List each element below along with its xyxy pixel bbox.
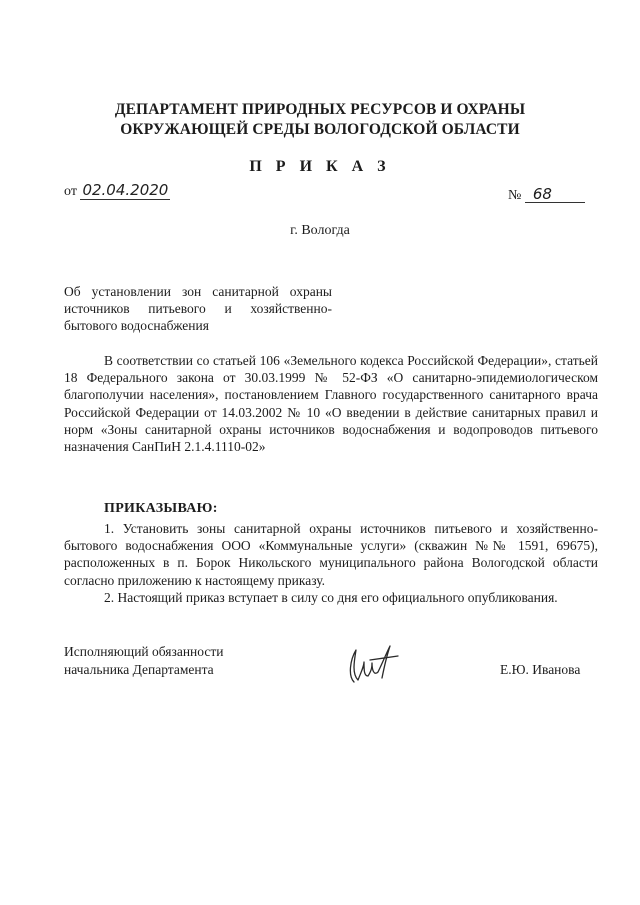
position-line-2: начальника Департамента <box>64 662 214 677</box>
department-line-2: ОКРУЖАЮЩЕЙ СРЕДЫ ВОЛОГОДСКОЙ ОБЛАСТИ <box>120 121 520 138</box>
preamble-paragraph: В соответствии со статьей 106 «Земельного кодекса Российской Федерации», статьей 18 Федерального закона от 30.03.1999 № 52-ФЗ «О санитарно-эпидемиологическом благополучии населения», постановлением Главного государственного санитарного врача Российской Федерации от 14.03.2002 № 10 «О введении в действие санитарных правил и норм «Зоны санитарной охраны источников водоснабжения и водопроводов питьевого назначения СанПиН 2.1.4.1110-02» <box>64 353 598 455</box>
order-item-2: 2. Настоящий приказ вступает в силу со дня его официального опубликования. <box>104 589 558 605</box>
date-value: 02.04.2020 <box>80 181 170 200</box>
order-date <box>64 181 170 200</box>
department-name <box>60 100 580 140</box>
number-value: 68 <box>525 186 585 203</box>
order-item-1: 1. Установить зоны санитарной охраны источников питьевого и хозяйственно-бытового водоснабжения ООО «Коммунальные услуги» (скважин №№ 1591, 69675), расположенных в п. Борок Никольского муниципального района Вологодской области согласно приложению к настоящему приказу. <box>64 521 598 588</box>
date-prefix: от <box>64 184 77 199</box>
number-prefix: № <box>508 188 522 203</box>
order-items <box>64 520 598 606</box>
order-number <box>508 186 585 204</box>
order-subject: Об установлении зон санитарной охраны источников питьевого и хозяйственно-бытового водоснабжения <box>64 284 332 333</box>
order-title: П Р И К А З <box>249 158 391 175</box>
handwritten-signature <box>340 636 410 694</box>
department-line-1: ДЕПАРТАМЕНТ ПРИРОДНЫХ РЕСУРСОВ И ОХРАНЫ <box>114 101 526 118</box>
signatory-name: Е.Ю. Иванова <box>500 662 581 677</box>
orders-heading: ПРИКАЗЫВАЮ: <box>104 501 218 516</box>
position-line-1: Исполняющий обязанности <box>64 644 224 659</box>
city: г. Вологда <box>290 223 350 238</box>
signatory-position <box>64 643 223 679</box>
